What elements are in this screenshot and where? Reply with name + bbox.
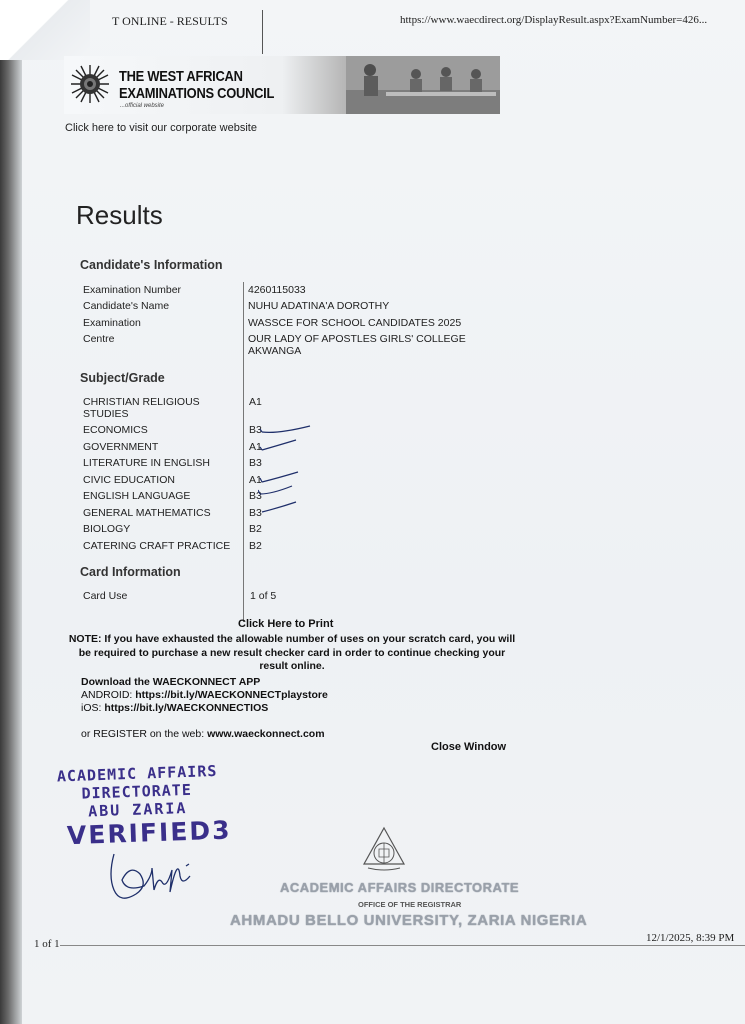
register-text: or REGISTER on the web: [81, 728, 205, 740]
card-use-label: Card Use [83, 590, 128, 602]
scan-margin [0, 60, 22, 1024]
column-divider [243, 282, 244, 622]
centre-value: OUR LADY OF APOSTLES GIRLS' COLLEGE [248, 333, 466, 345]
register-line [81, 728, 325, 740]
candidate-info-heading: Candidate's Information [80, 258, 223, 272]
card-info-heading: Card Information [80, 565, 181, 579]
exam-number-label: Examination Number [83, 284, 182, 296]
header-divider [262, 10, 263, 54]
folded-corner [0, 0, 90, 60]
org-tagline: ...official website [120, 103, 165, 109]
waec-logo-icon [70, 64, 110, 104]
subject-name: GENERAL MATHEMATICS [83, 507, 211, 519]
candidate-name-value: NUHU ADATINA'A DOROTHY [248, 300, 390, 312]
stamp-line2: DIRECTORATE [81, 780, 193, 803]
subject-name-line2: STUDIES [83, 408, 129, 420]
subject-name: ECONOMICS [83, 424, 148, 436]
note-text: If you have exhausted the allowable number of uses on your scratch card, you will be required to purchase a new result checker card in order to continue checking your result online. [78, 633, 516, 672]
subject-grade: B2 [249, 523, 262, 535]
subject-grade: B3 [249, 490, 262, 502]
note-label: NOTE: [68, 633, 102, 645]
print-link[interactable]: Click Here to Print [238, 618, 334, 630]
ios-line [81, 702, 268, 714]
subject-name: ENGLISH LANGUAGE [83, 490, 191, 502]
exam-hall-photo [346, 56, 500, 114]
print-header-url: https://www.waecdirect.org/DisplayResult.aspx?ExamNumber=426... [400, 14, 708, 26]
subject-name: CATERING CRAFT PRACTICE [83, 540, 231, 552]
candidate-name-label: Candidate's Name [83, 300, 170, 312]
scratch-card-note [66, 633, 518, 674]
subject-name: GOVERNMENT [83, 441, 159, 453]
subject-name: CIVIC EDUCATION [83, 474, 175, 486]
abu-directorate: ACADEMIC AFFAIRS DIRECTORATE [280, 880, 520, 895]
corporate-website-link[interactable]: Click here to visit our corporate website [65, 122, 257, 134]
android-label: ANDROID: [81, 689, 133, 701]
abu-registrar: OFFICE OF THE REGISTRAR [358, 900, 462, 909]
examination-label: Examination [83, 317, 141, 329]
page-title: Results [76, 200, 163, 230]
handwritten-tick-marks [258, 420, 318, 520]
print-datetime: 12/1/2025, 8:39 PM [646, 932, 735, 944]
centre-value-line2: AKWANGA [248, 345, 302, 357]
subject-name: BIOLOGY [83, 523, 131, 535]
subject-grade: A1 [249, 396, 262, 408]
page-number: 1 of 1 [34, 938, 60, 950]
stamp-line1: ACADEMIC AFFAIRS [56, 761, 218, 786]
footer-rule [60, 945, 745, 946]
subject-grade: B3 [249, 457, 262, 469]
org-name-line1: THE WEST AFRICAN [119, 68, 243, 85]
subject-name: CHRISTIAN RELIGIOUS [83, 396, 200, 408]
centre-label: Centre [83, 333, 115, 345]
print-header-title: T ONLINE - RESULTS [112, 14, 228, 28]
stamp-line4: VERIFIED3 [66, 815, 232, 851]
android-line [81, 689, 328, 701]
ios-label: iOS: [81, 702, 102, 714]
subject-grade: A1 [249, 474, 262, 486]
subject-grade: B3 [249, 507, 262, 519]
android-link[interactable]: https://bit.ly/WAECKONNECTplaystore [135, 689, 328, 701]
subject-grade: B3 [249, 424, 262, 436]
waec-banner [64, 56, 500, 114]
verification-stamp [57, 761, 260, 851]
ios-link[interactable]: https://bit.ly/WAECKONNECTIOS [104, 702, 269, 714]
examination-value: WASSCE FOR SCHOOL CANDIDATES 2025 [248, 317, 462, 329]
abu-university: AHMADU BELLO UNIVERSITY, ZARIA NIGERIA [230, 912, 588, 929]
subject-grade-heading: Subject/Grade [80, 371, 165, 385]
card-use-value: 1 of 5 [250, 590, 277, 602]
subject-name: LITERATURE IN ENGLISH [83, 457, 210, 469]
abu-crest-icon [360, 826, 408, 874]
register-link[interactable]: www.waeckonnect.com [207, 728, 325, 740]
handwritten-signature [100, 846, 200, 908]
subject-grade: B2 [249, 540, 262, 552]
stamp-line3: ABU ZARIA [87, 798, 188, 821]
download-app-label: Download the WAECKONNECT APP [81, 676, 261, 688]
exam-number-value: 4260115033 [248, 284, 306, 296]
subject-grade: A1 [249, 441, 262, 453]
org-name-line2: EXAMINATIONS COUNCIL [119, 85, 275, 102]
close-window-link[interactable]: Close Window [431, 741, 507, 753]
